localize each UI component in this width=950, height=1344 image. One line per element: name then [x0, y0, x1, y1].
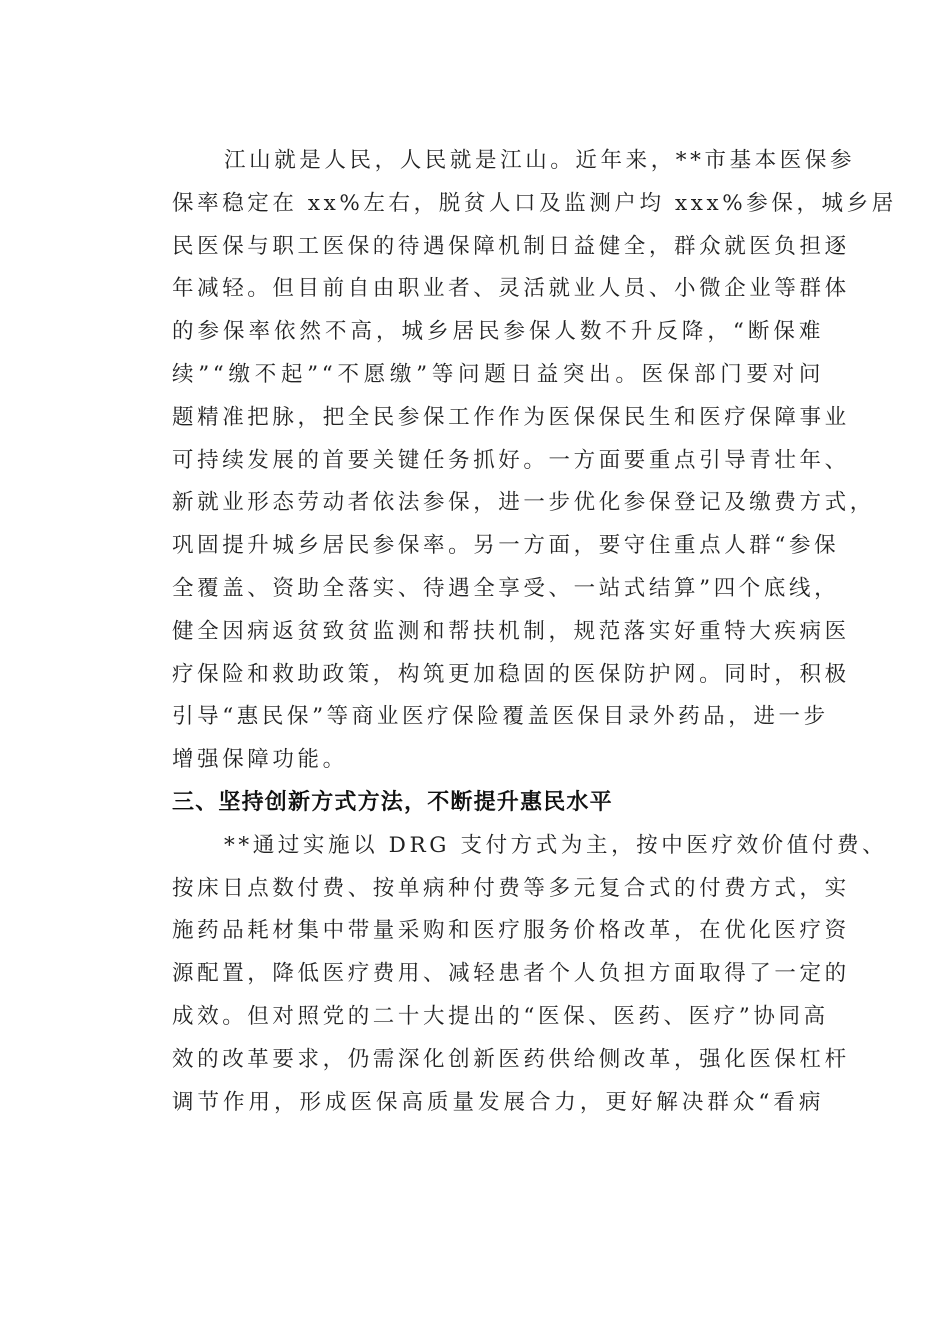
text-line: 年减轻。但目前自由职业者、灵活就业人员、小微企业等群体 [172, 276, 850, 302]
text-line: 效的改革要求，仍需深化创新医药供给侧改革，强化医保杠杆 [172, 1046, 850, 1072]
document-page [120, 140, 897, 1124]
text-line: 健全因病返贫致贫监测和帮扶机制，规范落实好重特大疾病医 [172, 618, 850, 644]
text-line: 源配置，降低医疗费用、减轻患者个人负担方面取得了一定的 [172, 961, 850, 987]
text-line: 题精准把脉，把全民参保工作作为医保保民生和医疗保障事业 [172, 404, 850, 430]
text-line: 新就业形态劳动者依法参保，进一步优化参保登记及缴费方式， [172, 490, 875, 516]
paragraph-insurance-coverage [120, 140, 897, 782]
paragraph-payment-reform [120, 825, 888, 1125]
text-line: 按床日点数付费、按单病种付费等多元复合式的付费方式，实 [172, 875, 850, 901]
text-line: 成效。但对照党的二十大提出的“医保、医药、医疗”协同高 [172, 1003, 829, 1029]
text-line: 的参保率依然不高，城乡居民参保人数不升反降，“断保难 [172, 319, 824, 345]
text-line: 民医保与职工医保的待遇保障机制日益健全，群众就医负担逐 [172, 233, 850, 259]
text-line: 增强保障功能。 [172, 747, 348, 773]
text-line: 施药品耗材集中带量采购和医疗服务价格改革，在优化医疗资 [172, 918, 850, 944]
section-heading-3 [120, 782, 824, 825]
text-line: 巩固提升城乡居民参保率。另一方面，要守住重点人群“参保 [172, 533, 840, 559]
text-line: 可持续发展的首要关键任务抓好。一方面要重点引导青壮年、 [172, 447, 850, 473]
section-heading-text: 三、坚持创新方式方法，不断提升惠民水平 [172, 789, 613, 815]
text-line: 调节作用，形成医保高质量发展合力，更好解决群众“看病 [172, 1089, 824, 1115]
text-line: 引导“惠民保”等商业医疗保险覆盖医保目录外药品，进一步 [172, 704, 829, 730]
text-line: 全覆盖、资助全落实、待遇全享受、一站式结算”四个底线， [172, 575, 840, 601]
text-line: 江山就是人民，人民就是江山。近年来，**市基本医保参 [224, 148, 856, 173]
text-line: 保率稳定在 xx%左右，脱贫人口及监测户均 xxx%参保，城乡居 [172, 190, 897, 216]
text-line: **通过实施以 DRG 支付方式为主，按中医疗效价值付费、 [224, 832, 888, 858]
text-line: 疗保险和救助政策，构筑更加稳固的医保防护网。同时，积极 [172, 661, 850, 687]
text-line: 续”“缴不起”“不愿缴”等问题日益突出。医保部门要对问 [172, 361, 824, 387]
